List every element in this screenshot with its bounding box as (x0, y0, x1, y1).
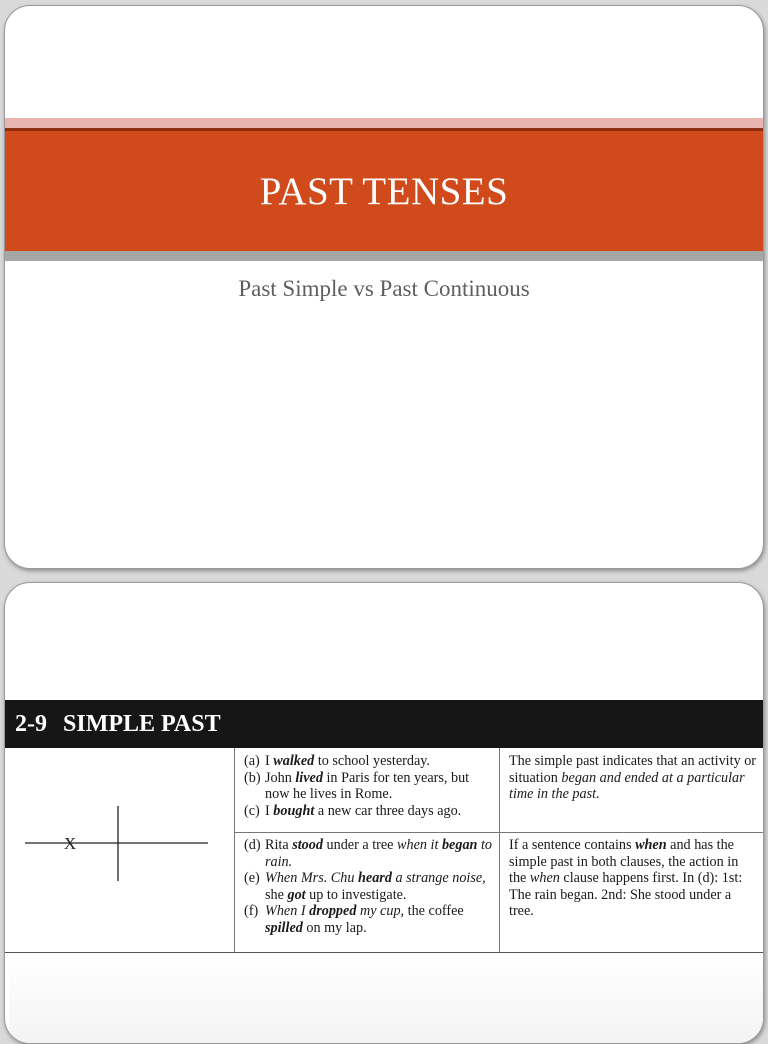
verb-highlight: lived (295, 769, 323, 786)
text-run: I (265, 753, 274, 769)
slide-title: PAST TENSES (259, 169, 509, 213)
example-item (244, 770, 494, 803)
timeline-diagram (23, 803, 213, 883)
slide-lower-area (9, 955, 763, 1044)
row2-explanation (509, 837, 757, 920)
example-label: (d) (244, 837, 261, 853)
text-run: my cup, (356, 903, 405, 919)
column-divider-left (234, 748, 235, 952)
row2-examples (244, 837, 494, 936)
example-label: (f) (244, 903, 259, 919)
chart-heading: SIMPLE PAST (63, 711, 221, 737)
chart-body (5, 748, 763, 953)
row-divider (234, 832, 763, 833)
verb-highlight: began (441, 837, 478, 853)
content-slide[interactable] (4, 582, 764, 1044)
grammar-chart (5, 700, 763, 952)
text-run: John (265, 769, 296, 786)
example-label: (c) (244, 802, 260, 819)
chart-number: 2-9 (15, 711, 47, 737)
text-run: when (529, 870, 560, 886)
example-label: (b) (244, 769, 261, 786)
verb-highlight: bought (273, 802, 315, 819)
column-divider-right (499, 748, 500, 952)
example-label: (a) (244, 753, 260, 769)
text-run: and has the simple past in both clauses, the action in the (509, 837, 739, 886)
example-text (265, 903, 494, 936)
verb-highlight: when (635, 837, 667, 853)
example-item (244, 870, 494, 903)
verb-highlight: got (287, 886, 306, 903)
title-band-bottom-stripe (5, 251, 763, 261)
example-text (265, 870, 494, 903)
title-slide[interactable] (4, 5, 764, 569)
text-run: to rain. (265, 837, 493, 870)
row1-examples (244, 753, 494, 819)
text-run: to school yesterday. (314, 753, 430, 769)
example-text (265, 837, 494, 870)
text-run: If a sentence contains (509, 837, 636, 853)
verb-highlight: spilled (265, 919, 303, 936)
verb-highlight: dropped (309, 903, 357, 919)
row1-explanation (509, 753, 757, 803)
text-run: began and ended at a particular time in the past. (509, 769, 745, 802)
title-band-top-stripe (5, 118, 763, 128)
example-label: (e) (244, 870, 260, 886)
text-run: clause happens first. In (d): 1st: The rain began. 2nd: She stood under a tree. (509, 870, 743, 919)
text-run: When Mrs. Chu (265, 870, 359, 886)
text-run: in Paris for ten years, but now he lives in Rome. (265, 769, 470, 802)
text-run: When I (265, 903, 310, 919)
text-run: she (265, 886, 288, 903)
text-run: the coffee (404, 903, 464, 919)
text-run: up to investigate. (305, 886, 407, 903)
slide-subtitle: Past Simple vs Past Continuous (238, 276, 530, 301)
text-run: I (265, 802, 274, 819)
text-run: The simple past indicates that an activity or situation (509, 753, 757, 786)
example-text (265, 803, 494, 820)
text-run: when it (397, 837, 442, 853)
example-item (244, 903, 494, 936)
text-run: under a tree (322, 837, 398, 853)
verb-highlight: stood (292, 837, 323, 853)
text-run: Rita (265, 837, 293, 853)
example-text (265, 770, 494, 803)
title-band (5, 131, 763, 251)
text-run: a new car three days ago. (314, 802, 462, 819)
verb-highlight: heard (358, 870, 392, 886)
example-item (244, 837, 494, 870)
chart-header (5, 700, 763, 748)
example-item (244, 753, 494, 770)
text-run: on my lap. (302, 919, 367, 936)
example-item (244, 803, 494, 820)
example-text (265, 753, 494, 770)
timeline-event-mark: X (63, 834, 77, 853)
verb-highlight: walked (273, 753, 315, 769)
text-run: a strange noise, (391, 870, 486, 886)
